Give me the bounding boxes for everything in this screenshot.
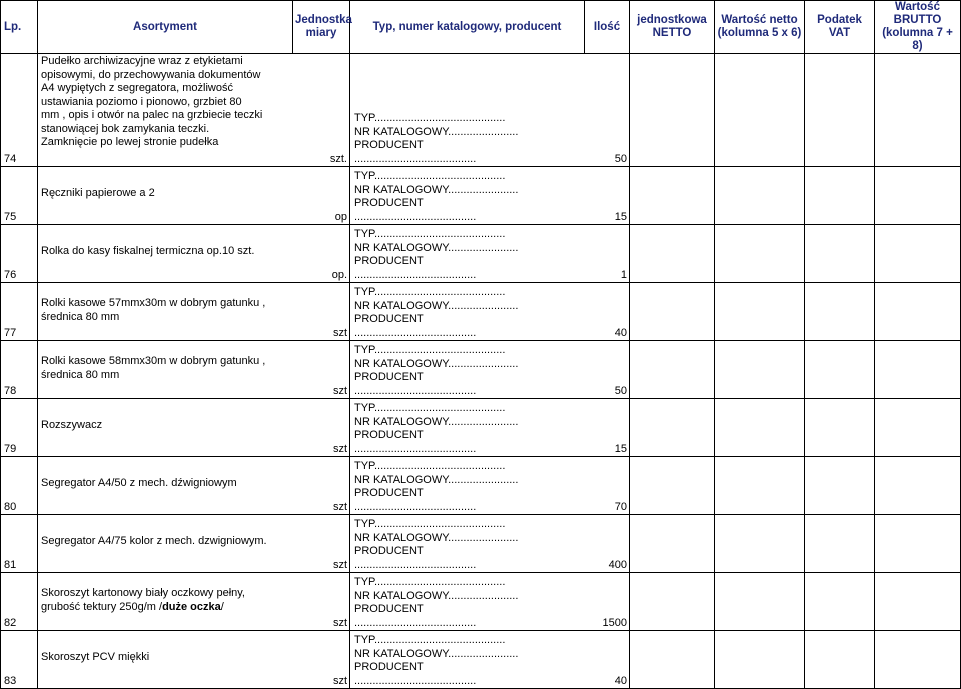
col-netto-label-1: Wartość netto <box>721 14 798 26</box>
item-description <box>38 587 349 614</box>
item-description-cell <box>38 457 350 515</box>
table-row <box>1 54 961 167</box>
catalog-field-line1[interactable]: TYP........................................... <box>354 344 506 356</box>
catalog-field-line1[interactable]: TYP........................................... <box>354 460 506 472</box>
item-description <box>38 55 349 150</box>
unit-of-measure: szt <box>332 443 347 455</box>
description-line: Segregator A4/50 z mech. dźwigniowym <box>41 477 237 489</box>
unit-of-measure: szt. <box>329 153 347 165</box>
unit-of-measure: szt <box>332 559 347 571</box>
quantity: 40 <box>614 675 627 687</box>
vat-cell[interactable] <box>805 573 875 631</box>
col-netto-header <box>715 1 805 54</box>
quantity: 15 <box>614 443 627 455</box>
description-line: Rolka do kasy fiskalnej termiczna op.10 szt. <box>41 245 255 257</box>
catalog-field-line2[interactable]: NR KATALOGOWY....................... <box>354 531 519 544</box>
col-vat-label: Podatek VAT <box>817 14 862 39</box>
catalog-info-cell <box>350 399 630 457</box>
table-row <box>1 573 961 631</box>
catalog-fields <box>354 170 518 224</box>
item-description <box>38 187 349 201</box>
catalog-field-line3[interactable]: PRODUCENT <box>354 197 424 209</box>
description-line: średnica 80 mm <box>41 310 120 323</box>
catalog-fields <box>354 344 518 398</box>
catalog-fields <box>354 634 518 688</box>
description-line: A4 wypiętych z segregatora, możliwość <box>41 82 233 94</box>
gross-value-cell[interactable] <box>875 573 961 631</box>
catalog-field-line3[interactable]: PRODUCENT <box>354 371 424 383</box>
catalog-fields <box>354 518 518 572</box>
col-jednostka-label-2: miary <box>305 27 337 39</box>
description-emphasis: duże oczka <box>162 600 221 613</box>
catalog-fields <box>354 402 518 456</box>
item-description <box>38 535 349 549</box>
item-description-cell <box>38 54 350 167</box>
vat-cell[interactable] <box>805 225 875 283</box>
catalog-field-line4[interactable]: ........................................ <box>354 616 477 629</box>
gross-value-cell[interactable] <box>875 283 961 341</box>
catalog-field-line3[interactable]: PRODUCENT <box>354 487 424 499</box>
net-value-cell[interactable] <box>715 54 805 167</box>
description-line: Segregator A4/75 kolor z mech. dzwigniowym. <box>41 535 267 547</box>
description-line: opisowymi, do przechowywania dokumentów <box>41 68 261 81</box>
table-row <box>1 515 961 573</box>
catalog-field-line2[interactable]: NR KATALOGOWY....................... <box>354 473 519 486</box>
net-value-cell[interactable] <box>715 573 805 631</box>
item-description-cell <box>38 225 350 283</box>
description-line: Rolki kasowe 57mmx30m w dobrym gatunku , <box>41 297 266 309</box>
quantity: 40 <box>614 327 627 339</box>
catalog-field-line1[interactable]: TYP........................................... <box>354 402 506 414</box>
description-line: stanowiącej bok zamykania teczki. <box>41 122 210 135</box>
catalog-field-line1[interactable]: TYP........................................... <box>354 634 506 646</box>
col-lp-header <box>1 1 38 54</box>
catalog-fields <box>354 460 518 514</box>
net-value-cell[interactable] <box>715 631 805 689</box>
description-line: Zamknięcie po lewej stronie pudełka <box>41 136 219 148</box>
quantity: 400 <box>608 559 627 571</box>
description-text: grubość tektury 250g/m / <box>41 600 163 613</box>
item-description-cell <box>38 573 350 631</box>
col-brutto-label-1: Wartość BRUTTO <box>893 1 942 26</box>
gross-value-cell[interactable] <box>875 167 961 225</box>
catalog-field-line2[interactable]: NR KATALOGOWY....................... <box>354 183 519 196</box>
table-row <box>1 399 961 457</box>
col-vat-header <box>805 1 875 54</box>
catalog-field-line3[interactable]: PRODUCENT <box>354 313 424 325</box>
header-row <box>1 1 961 54</box>
col-typ-header <box>350 1 585 54</box>
unit-of-measure: szt <box>332 327 347 339</box>
unit-of-measure: szt <box>332 501 347 513</box>
description-line: średnica 80 mm <box>41 368 120 381</box>
catalog-info-cell <box>350 225 630 283</box>
description-line: Ręczniki papierowe a 2 <box>41 187 155 199</box>
vat-cell[interactable] <box>805 54 875 167</box>
row-number: 77 <box>1 283 38 341</box>
gross-value-cell[interactable] <box>875 225 961 283</box>
col-jednostka-header <box>293 1 350 54</box>
catalog-fields <box>354 228 518 282</box>
catalog-info-cell <box>350 283 630 341</box>
row-number: 75 <box>1 167 38 225</box>
catalog-info-cell <box>350 573 630 631</box>
catalog-field-line2[interactable]: NR KATALOGOWY....................... <box>354 299 519 312</box>
item-description-cell <box>38 167 350 225</box>
catalog-field-line1[interactable]: TYP........................................... <box>354 112 506 124</box>
quantity: 1 <box>620 269 627 281</box>
description-line: Skoroszyt kartonowy biały oczkowy pełny, <box>41 587 245 599</box>
catalog-field-line4[interactable]: ........................................ <box>354 384 477 397</box>
description-line: Skoroszyt PCV miękki <box>41 651 150 663</box>
table-row <box>1 225 961 283</box>
gross-value-cell[interactable] <box>875 631 961 689</box>
description-text: / <box>220 600 224 613</box>
unit-of-measure: op. <box>331 269 347 281</box>
unit-of-measure: op <box>334 211 347 223</box>
unit-price-cell[interactable] <box>630 341 715 399</box>
catalog-field-line3[interactable]: PRODUCENT <box>354 255 424 267</box>
catalog-field-line2[interactable]: NR KATALOGOWY....................... <box>354 125 519 138</box>
item-description-cell <box>38 515 350 573</box>
col-brutto-header <box>875 1 961 54</box>
net-value-cell[interactable] <box>715 457 805 515</box>
quantity: 15 <box>614 211 627 223</box>
col-cena-label-1: jednostkowa <box>637 14 707 26</box>
unit-price-cell[interactable] <box>630 631 715 689</box>
net-value-cell[interactable] <box>715 399 805 457</box>
item-description <box>38 477 349 491</box>
item-description-cell <box>38 341 350 399</box>
table-row <box>1 341 961 399</box>
quantity: 50 <box>614 153 627 165</box>
col-cena-header <box>630 1 715 54</box>
catalog-field-line2[interactable]: NR KATALOGOWY....................... <box>354 357 519 370</box>
net-value-cell[interactable] <box>715 225 805 283</box>
col-jednostka-label-1: Jednostka <box>295 14 352 26</box>
catalog-field-line1[interactable]: TYP........................................... <box>354 518 506 530</box>
net-value-cell[interactable] <box>715 515 805 573</box>
quantity: 1500 <box>602 617 627 629</box>
row-number: 83 <box>1 631 38 689</box>
vat-cell[interactable] <box>805 167 875 225</box>
row-number: 80 <box>1 457 38 515</box>
description-line: ustawiania poziomo i pionowo, grzbiet 80 <box>41 95 242 108</box>
vat-cell[interactable] <box>805 283 875 341</box>
catalog-field-line4[interactable]: ........................................ <box>354 326 477 339</box>
item-description <box>38 419 349 433</box>
catalog-field-line2[interactable]: NR KATALOGOWY....................... <box>354 647 519 660</box>
catalog-field-line4[interactable]: ........................................ <box>354 210 477 223</box>
catalog-fields <box>354 112 518 166</box>
catalog-field-line2[interactable]: NR KATALOGOWY....................... <box>354 589 519 602</box>
row-number: 78 <box>1 341 38 399</box>
gross-value-cell[interactable] <box>875 54 961 167</box>
item-description-cell <box>38 399 350 457</box>
row-number: 81 <box>1 515 38 573</box>
catalog-fields <box>354 576 518 630</box>
unit-of-measure: szt <box>332 617 347 629</box>
catalog-info-cell <box>350 631 630 689</box>
unit-of-measure: szt <box>332 675 347 687</box>
catalog-fields <box>354 286 518 340</box>
row-number: 79 <box>1 399 38 457</box>
catalog-field-line2[interactable]: NR KATALOGOWY....................... <box>354 415 519 428</box>
catalog-field-line2[interactable]: NR KATALOGOWY....................... <box>354 241 519 254</box>
catalog-field-line3[interactable]: PRODUCENT <box>354 661 424 673</box>
catalog-info-cell <box>350 167 630 225</box>
catalog-field-line3[interactable]: PRODUCENT <box>354 139 424 151</box>
catalog-field-line4[interactable]: ........................................ <box>354 674 477 687</box>
unit-price-cell[interactable] <box>630 225 715 283</box>
catalog-field-line1[interactable]: TYP........................................... <box>354 228 506 240</box>
catalog-field-line1[interactable]: TYP........................................... <box>354 286 506 298</box>
col-ilosc-header <box>585 1 630 54</box>
catalog-field-line3[interactable]: PRODUCENT <box>354 545 424 557</box>
row-number: 76 <box>1 225 38 283</box>
catalog-field-line4[interactable]: ........................................ <box>354 442 477 455</box>
row-number: 74 <box>1 54 38 167</box>
vat-cell[interactable] <box>805 399 875 457</box>
table-row <box>1 167 961 225</box>
description-line: Rozszywacz <box>41 419 103 431</box>
catalog-field-line1[interactable]: TYP........................................... <box>354 576 506 588</box>
catalog-info-cell <box>350 457 630 515</box>
col-ilosc-label: Ilość <box>593 20 621 33</box>
item-description <box>38 355 349 382</box>
gross-value-cell[interactable] <box>875 341 961 399</box>
vat-cell[interactable] <box>805 515 875 573</box>
net-value-cell[interactable] <box>715 167 805 225</box>
col-typ-label: Typ, numer katalogowy, producent <box>372 20 562 33</box>
vat-cell[interactable] <box>805 631 875 689</box>
item-description <box>38 245 349 259</box>
col-cena-label-2: NETTO <box>652 27 692 39</box>
catalog-info-cell <box>350 515 630 573</box>
catalog-info-cell <box>350 341 630 399</box>
unit-price-cell[interactable] <box>630 283 715 341</box>
item-description-cell <box>38 283 350 341</box>
description-line: Pudełko archiwizacyjne wraz z etykietami <box>41 55 243 67</box>
description-line: mm , opis i otwór na palec na grzbiecie teczki <box>41 109 263 121</box>
unit-price-cell[interactable] <box>630 399 715 457</box>
description-line: Rolki kasowe 58mmx30m w dobrym gatunku , <box>41 355 266 367</box>
catalog-field-line4[interactable]: ........................................ <box>354 268 477 281</box>
item-description <box>38 651 349 665</box>
quantity: 50 <box>614 385 627 397</box>
row-number: 82 <box>1 573 38 631</box>
catalog-field-line4[interactable]: ........................................ <box>354 152 477 165</box>
net-value-cell[interactable] <box>715 283 805 341</box>
col-lp-label: Lp. <box>4 20 22 33</box>
catalog-field-line4[interactable]: ........................................ <box>354 500 477 513</box>
catalog-field-line3[interactable]: PRODUCENT <box>354 429 424 441</box>
gross-value-cell[interactable] <box>875 515 961 573</box>
col-asortyment-header <box>38 1 293 54</box>
catalog-field-line1[interactable]: TYP........................................... <box>354 170 506 182</box>
gross-value-cell[interactable] <box>875 457 961 515</box>
item-description <box>38 297 349 324</box>
catalog-field-line3[interactable]: PRODUCENT <box>354 603 424 615</box>
unit-price-cell[interactable] <box>630 54 715 167</box>
unit-of-measure: szt <box>332 385 347 397</box>
catalog-info-cell <box>350 54 630 167</box>
col-brutto-label-2: (kolumna 7 + 8) <box>882 27 953 52</box>
table-row <box>1 283 961 341</box>
unit-price-cell[interactable] <box>630 457 715 515</box>
item-description-cell <box>38 631 350 689</box>
vat-cell[interactable] <box>805 457 875 515</box>
unit-price-cell[interactable] <box>630 573 715 631</box>
net-value-cell[interactable] <box>715 341 805 399</box>
description-line <box>41 601 347 615</box>
unit-price-cell[interactable] <box>630 167 715 225</box>
quantity: 70 <box>614 501 627 513</box>
catalog-field-line4[interactable]: ........................................ <box>354 558 477 571</box>
unit-price-cell[interactable] <box>630 515 715 573</box>
vat-cell[interactable] <box>805 341 875 399</box>
col-asortyment-label: Asortyment <box>133 20 197 33</box>
table-row <box>1 631 961 689</box>
col-netto-label-2: (kolumna 5 x 6) <box>717 27 802 39</box>
gross-value-cell[interactable] <box>875 399 961 457</box>
table-row <box>1 457 961 515</box>
